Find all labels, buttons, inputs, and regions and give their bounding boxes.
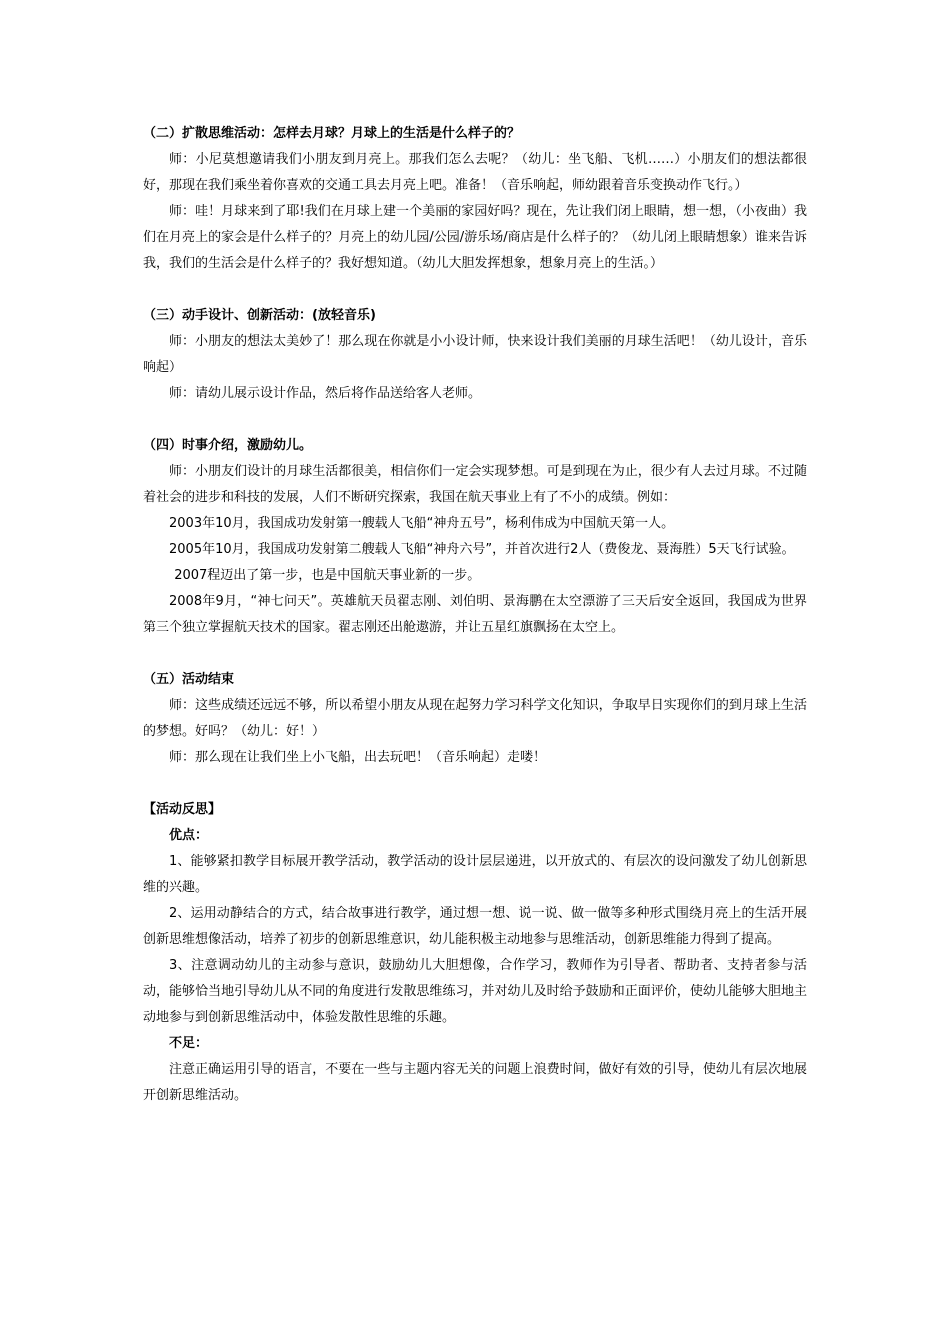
weakness-label: 不足： (169, 1036, 209, 1051)
section-4-paragraph: 2005年10月，我国成功发射第二艘载人飞船“神舟六号”，并首次进行2人（费俊龙、聂海胜）5天飞行试验。 (169, 542, 795, 557)
strength-item: 1、能够紧扣教学目标展开教学活动，教学活动的设计层层递进，以开放式的、有层次的设问激发了幼儿创新思维的兴趣。 (143, 854, 807, 895)
strengths-label: 优点： (169, 828, 209, 843)
section-spacer (143, 641, 807, 667)
document-page (143, 121, 807, 1109)
section-spacer (143, 277, 807, 303)
section-5-paragraph: 师：那么现在让我们坐上小飞船，出去玩吧！（音乐响起）走喽！ (169, 750, 547, 765)
reflection-heading: 【活动反思】 (143, 802, 222, 817)
strength-item: 3、注意调动幼儿的主动参与意识，鼓励幼儿大胆想像，合作学习，教师作为引导者、帮助者、支持者参与活动，能够恰当地引导幼儿从不同的角度进行发散思维练习，并对幼儿及时给予鼓励和正面评价，使幼儿能够大胆地主动地参与到创新思维活动中，体验发散性思维的乐趣。 (143, 958, 807, 1025)
section-3-paragraph: 师：请幼儿展示设计作品，然后将作品送给客人老师。 (169, 386, 482, 401)
section-5-paragraph: 师：这些成绩还远远不够，所以希望小朋友从现在起努力学习科学文化知识，争取早日实现你们的到月球上生活的梦想。好吗？（幼儿：好！） (143, 698, 807, 739)
section-4-paragraph: 2008年9月，“神七问天”。英雄航天员翟志刚、刘伯明、景海鹏在太空漂游了三天后安全返回，我国成为世界第三个独立掌握航天技术的国家。翟志刚还出舱遨游，并让五星红旗飘扬在太空上。 (143, 594, 807, 635)
weakness-item: 注意正确运用引导的语言，不要在一些与主题内容无关的问题上浪费时间，做好有效的引导，使幼儿有层次地展开创新思维活动。 (143, 1062, 807, 1103)
strength-item: 2、运用动静结合的方式，结合故事进行教学，通过想一想、说一说、做一做等多种形式围绕月亮上的生活开展创新思维想像活动，培养了初步的创新思维意识，幼儿能积极主动地参与思维活动，创新思维能力得到了提高。 (143, 906, 807, 947)
section-spacer (143, 771, 807, 797)
section-3-heading: （三）动手设计、创新活动：(放轻音乐) (143, 308, 376, 323)
section-5-heading: （五）活动结束 (143, 672, 235, 687)
section-2-paragraph: 师：哇！月球来到了耶!我们在月球上建一个美丽的家园好吗？现在，先让我们闭上眼睛，想一想，（小夜曲）我们在月亮上的家会是什么样子的？月亮上的幼儿园/公园/游乐场/商店是什么样子的？（幼儿闭上眼睛想象）谁来告诉我，我们的生活会是什么样子的？我好想知道。（幼儿大胆发挥想象，想象月亮上的生活。） (143, 204, 807, 271)
section-2-paragraph: 师：小尼莫想邀请我们小朋友到月亮上。那我们怎么去呢？（幼儿：坐飞船、飞机……）小朋友们的想法都很好，那现在我们乘坐着你喜欢的交通工具去月亮上吧。准备！（音乐响起，师幼跟着音乐变换动作飞行。） (143, 152, 807, 193)
section-2-heading: （二）扩散思维活动：怎样去月球？月球上的生活是什么样子的？ (143, 126, 521, 141)
section-3-paragraph: 师：小朋友的想法太美妙了！那么现在你就是小小设计师，快来设计我们美丽的月球生活吧！（幼儿设计，音乐响起） (143, 334, 807, 375)
section-4-paragraph: 师：小朋友们设计的月球生活都很美，相信你们一定会实现梦想。可是到现在为止，很少有人去过月球。不过随着社会的进步和科技的发展，人们不断研究探索，我国在航天事业上有了不小的成绩。例如： (143, 464, 807, 505)
section-4-paragraph: 2007程迈出了第一步，也是中国航天事业新的一步。 (174, 568, 481, 583)
section-spacer (143, 407, 807, 433)
section-4-paragraph: 2003年10月，我国成功发射第一艘载人飞船“神舟五号”，杨利伟成为中国航天第一人。 (169, 516, 675, 531)
section-4-heading: （四）时事介绍，激励幼儿。 (143, 438, 313, 453)
